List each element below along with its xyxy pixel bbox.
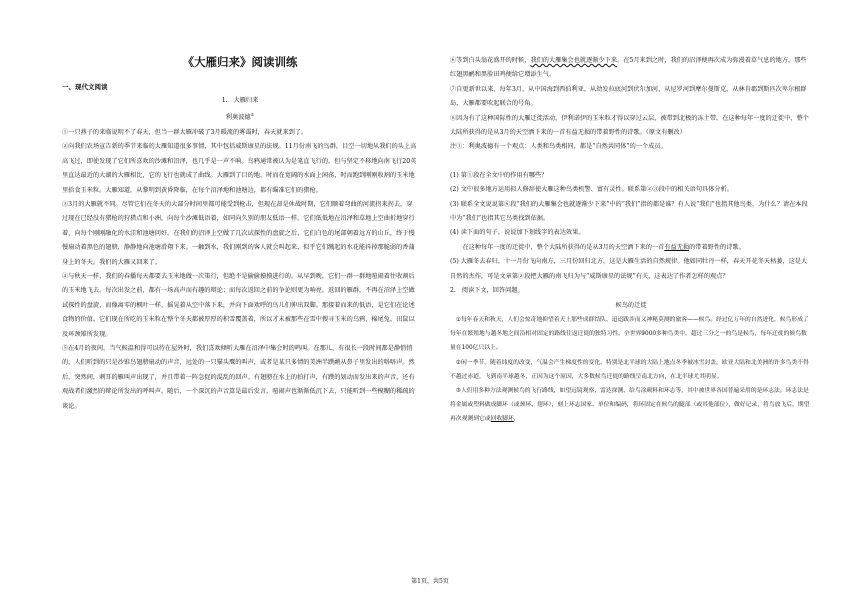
paragraph-6-wavy: 我们的大雁集会也就逐渐少下来 <box>530 57 618 64</box>
q2-paragraph-3 <box>450 384 812 427</box>
q2-p3-post: ， <box>513 416 520 423</box>
q2-paragraph-1: ①每年春天和秋天，人们会惊奇地抑望着天上那些成群结队、迢迢跋涉而又神秘莫测的旅客——候鸟。经过亿万年的自然进化，候鸟形成了每年在繁殖地与越冬地之间沿相对固定的路线往返迁徙的独特习性。全世界9000多种鸟类中，超过三分之一的鸟是候鸟，每年迁徙的候鸟数量在100亿只以上。 <box>450 316 809 352</box>
question-5: (5) 大雁冬去春归，十一月份飞向南方，三月份回归北方，这是大雁生活的自然规律。他如同牡丹一样，春天开花冬天枯萎，这是大自然的杰作，可是文章第②段把大雁的南飞归为与“威斯康星的法规”有关，这表达了作者怎样的观点？ <box>450 258 808 280</box>
paragraph-2: ②向我们农场宣告新的季节来临的大雁知道很多事情，其中包括威斯康星的法规。11月份南飞的鸟群，目空一切地从我们的头上高高飞过，即使发现了它们所喜欢的沙滩和沼泽，也几乎是一声不响。鸟鸦通常被认为是笔直飞行的，但与坚定不移地向南飞行20英里直达最近的大湖的大雁相比，它的飞行也就成了曲线。大雁到了目的地，时而在宽阔的水面上闲荡，时而跑到刚刚收割的玉米地里拾食玉米粒。大雁知道，从黎明到黄昏降临，在每个沼泽地和池塘边，都有瞄准它们的猎枪。 <box>62 143 417 194</box>
passage-title: 大雁归来 <box>233 97 259 104</box>
page-footer: 第1页，共5页 <box>411 578 449 585</box>
right-column <box>450 54 812 427</box>
q2-paragraph-2: ②闲一季节，随着纬度的改变，气温会产生梯度性的变化。特别是北半球的大陆上地点冬季被冰雪封盖，欧亚大陆和北美洲的许多鸟类不得不越过赤道，飞到南半球越冬，正因为这个原因，大多数候鸟迁徙的路线呈南北方向，在北半球尤其明显。 <box>450 359 809 380</box>
q2-text: 阅读下文，回答问题。 <box>461 287 524 295</box>
q2-header <box>450 284 812 298</box>
question-2: (2) 文中很多地方运用拟人修辞使大雁这种鸟类机警、富有灵性。联系第②③段中的相关语句具体分析。 <box>450 186 733 194</box>
author-line <box>62 108 418 125</box>
q2-p3-underlined: 回收脚环 <box>490 416 514 423</box>
q1-heading <box>62 94 418 108</box>
question-4-sentence <box>450 241 812 255</box>
q2-number: 2. <box>450 287 456 295</box>
paragraph-8: ⑧因为有了这种国际性的大雁迁徙活动，伊利诺伊的玉米粒才得以穿过云层，被带到北极的冻土带。在这种每年一度的迁徙中，整个大陆所获得的是从3月的天空洒下来的一首有益无损的带着野性的诗歌。（原文有删改） <box>450 114 809 137</box>
question-3: (3) 联系全文说说第⑥段“我们的大雁集会也就逐渐少下来”中的“我们”指的都是谁？有人说“我们”也指其他鸟类，为什么？请在本段中为“我们”也指其它鸟类找到依据。 <box>450 200 808 223</box>
paragraph-1: ①一只燕子的来临说明不了春天，但当一群大雁冲破了3月暖流的雾霭时，春天就来到了。 <box>62 128 308 136</box>
paragraph-7: ⑦自更新世以来，每年3月，从中国海到西伯利亚，从幼发拉底河到伏尔加河，从尼罗河到摩尔曼斯克，从林肯郡到斯匹次卑尔根群岛，大雁都要吹起联合的号角。 <box>450 85 807 108</box>
section-heading: 一、现代文阅读 <box>62 83 108 91</box>
paragraph-6 <box>450 54 812 83</box>
page-title: 《大雁归来》阅读训练 <box>182 55 298 69</box>
author: 利奥波德 <box>225 114 251 122</box>
left-column <box>62 94 418 414</box>
spacer <box>450 155 812 169</box>
paragraph-5: ⑤在4月的夜间，当气候温和得可以待在屋外时，我们喜欢倾听大雁在沼泽中集会时的鸣叫。在那儿，有很长一段时间都是静悄悄的，人们听到的只是沙锥鸟翅膀扇动的声音，远处的一只猫头鹰的叫声，或者是某只多情的美洲半蹼鹬从鼻子里发出的咯咯声。然后，突然间，刺耳的雁叫声出现了，并且带着一阵急促的混乱的回声。有翅膀在水上的拍打声，有蹼的划动而发出来的声音，还有观战者们激烈的辩论所发出的呼叫声。随后，一个深沉的声音算是最后发言，喧闹声也渐渐低沉下去，只能听到一些模糊的稀疏的谈论。 <box>62 344 415 410</box>
q4-underlined: 有益无损 <box>664 243 690 251</box>
q4-post: 的带着野性的诗歌。 <box>689 243 745 251</box>
question-1: (1) 第①段在全文中的作用有哪些？ <box>450 171 548 179</box>
paragraph-4: ④与秋天一样，我们的春播每天都要去玉米地做一次策行，但绝不是偷偷摸摸进行的。从早到晚，它们一群一群地喧闹着往收割后的玉米地飞去。每次出发之前，都有一场高声而有趣的辩论；而每次返回之前的争论则更为响亮。返回的雁群，不再在沼泽上空做试探性的盘旋，而像离零的枫叶一样，摇晃着从空中落下来，并向下面欢呼的鸟儿们伸出双脚。那接着而来的低语，是它们在论述食物的价值。它们现在所吃的玉米粒在整个冬天都被厚厚的积雪覆盖着，所以才未被那些在雪中搜寻玉米的乌鸦、棉尾兔、田鼠以及环颈雉所发现。 <box>62 272 415 338</box>
author-footnote-mark: ① <box>250 112 255 118</box>
question-4: (4) 读下面的句子，说说加下划线字的表达效果。 <box>450 229 585 237</box>
paragraph-6-post: 。在5月来到之时，我们的沼泽便再次成为弥漫着草气息的地方，那些红翅黑鹂和黑脸田鸡便给它增添生气。 <box>450 57 807 79</box>
footnote: 注①：利奥波德有一个观点：人类和鸟类相同，都是“自然共同体”的一个成员。 <box>450 143 667 151</box>
q4-pre: 在这种每年一度的迁徙中，整个大陆所获得的是从3月的天空洒下来的一首 <box>462 243 665 251</box>
q2-title: 候鸟的迁徙 <box>615 301 647 309</box>
paragraph-3: ③3月的大雁就不同。尽管它们在冬天的大部分时间里都可能受到枪击，但现在却是休战时期，它们顺着弯曲的河流拐来拐去，穿过现在已经没有猎枪的狩猎点和小洲，向每个沙滩低语着，如同向久别的朋友低语一样。它们低低地在沼泽和草地上空曲折地穿行着，向每个刚刚融化的水洼和池塘问好。在我们的沼泽上空做了几次试探性的盘旋之后，它们白色的尾部朝着远方的山丘，终于慢慢扇动着黑色的翅膀，静静地向池塘滑翔下来。一触到水，我们刚到的客人就会叫起来，似乎它们溅起的水花能抖掉那脆弱的香蒲身上的冬天。我们的大雁又回来了。 <box>62 200 415 266</box>
q1-number: 1. <box>221 97 228 104</box>
paragraph-6-pre: ⑥等到白头翁花盛开的时候， <box>450 57 531 64</box>
q2-p3-pre: ③人们用多种方法观测候鸟的飞行路线，如望远镜观察、雷达探测、给鸟涂颜料和环志等，其中被世界各国普遍采用的是环志法。环志法是将金属或塑料做成脚环（或颈环、翅环），刻上环志国家、单位和编码，将环固定在候鸟的腿部（或其他部位），做好记录，将鸟放飞后，期望再次观测到它或 <box>450 387 810 423</box>
